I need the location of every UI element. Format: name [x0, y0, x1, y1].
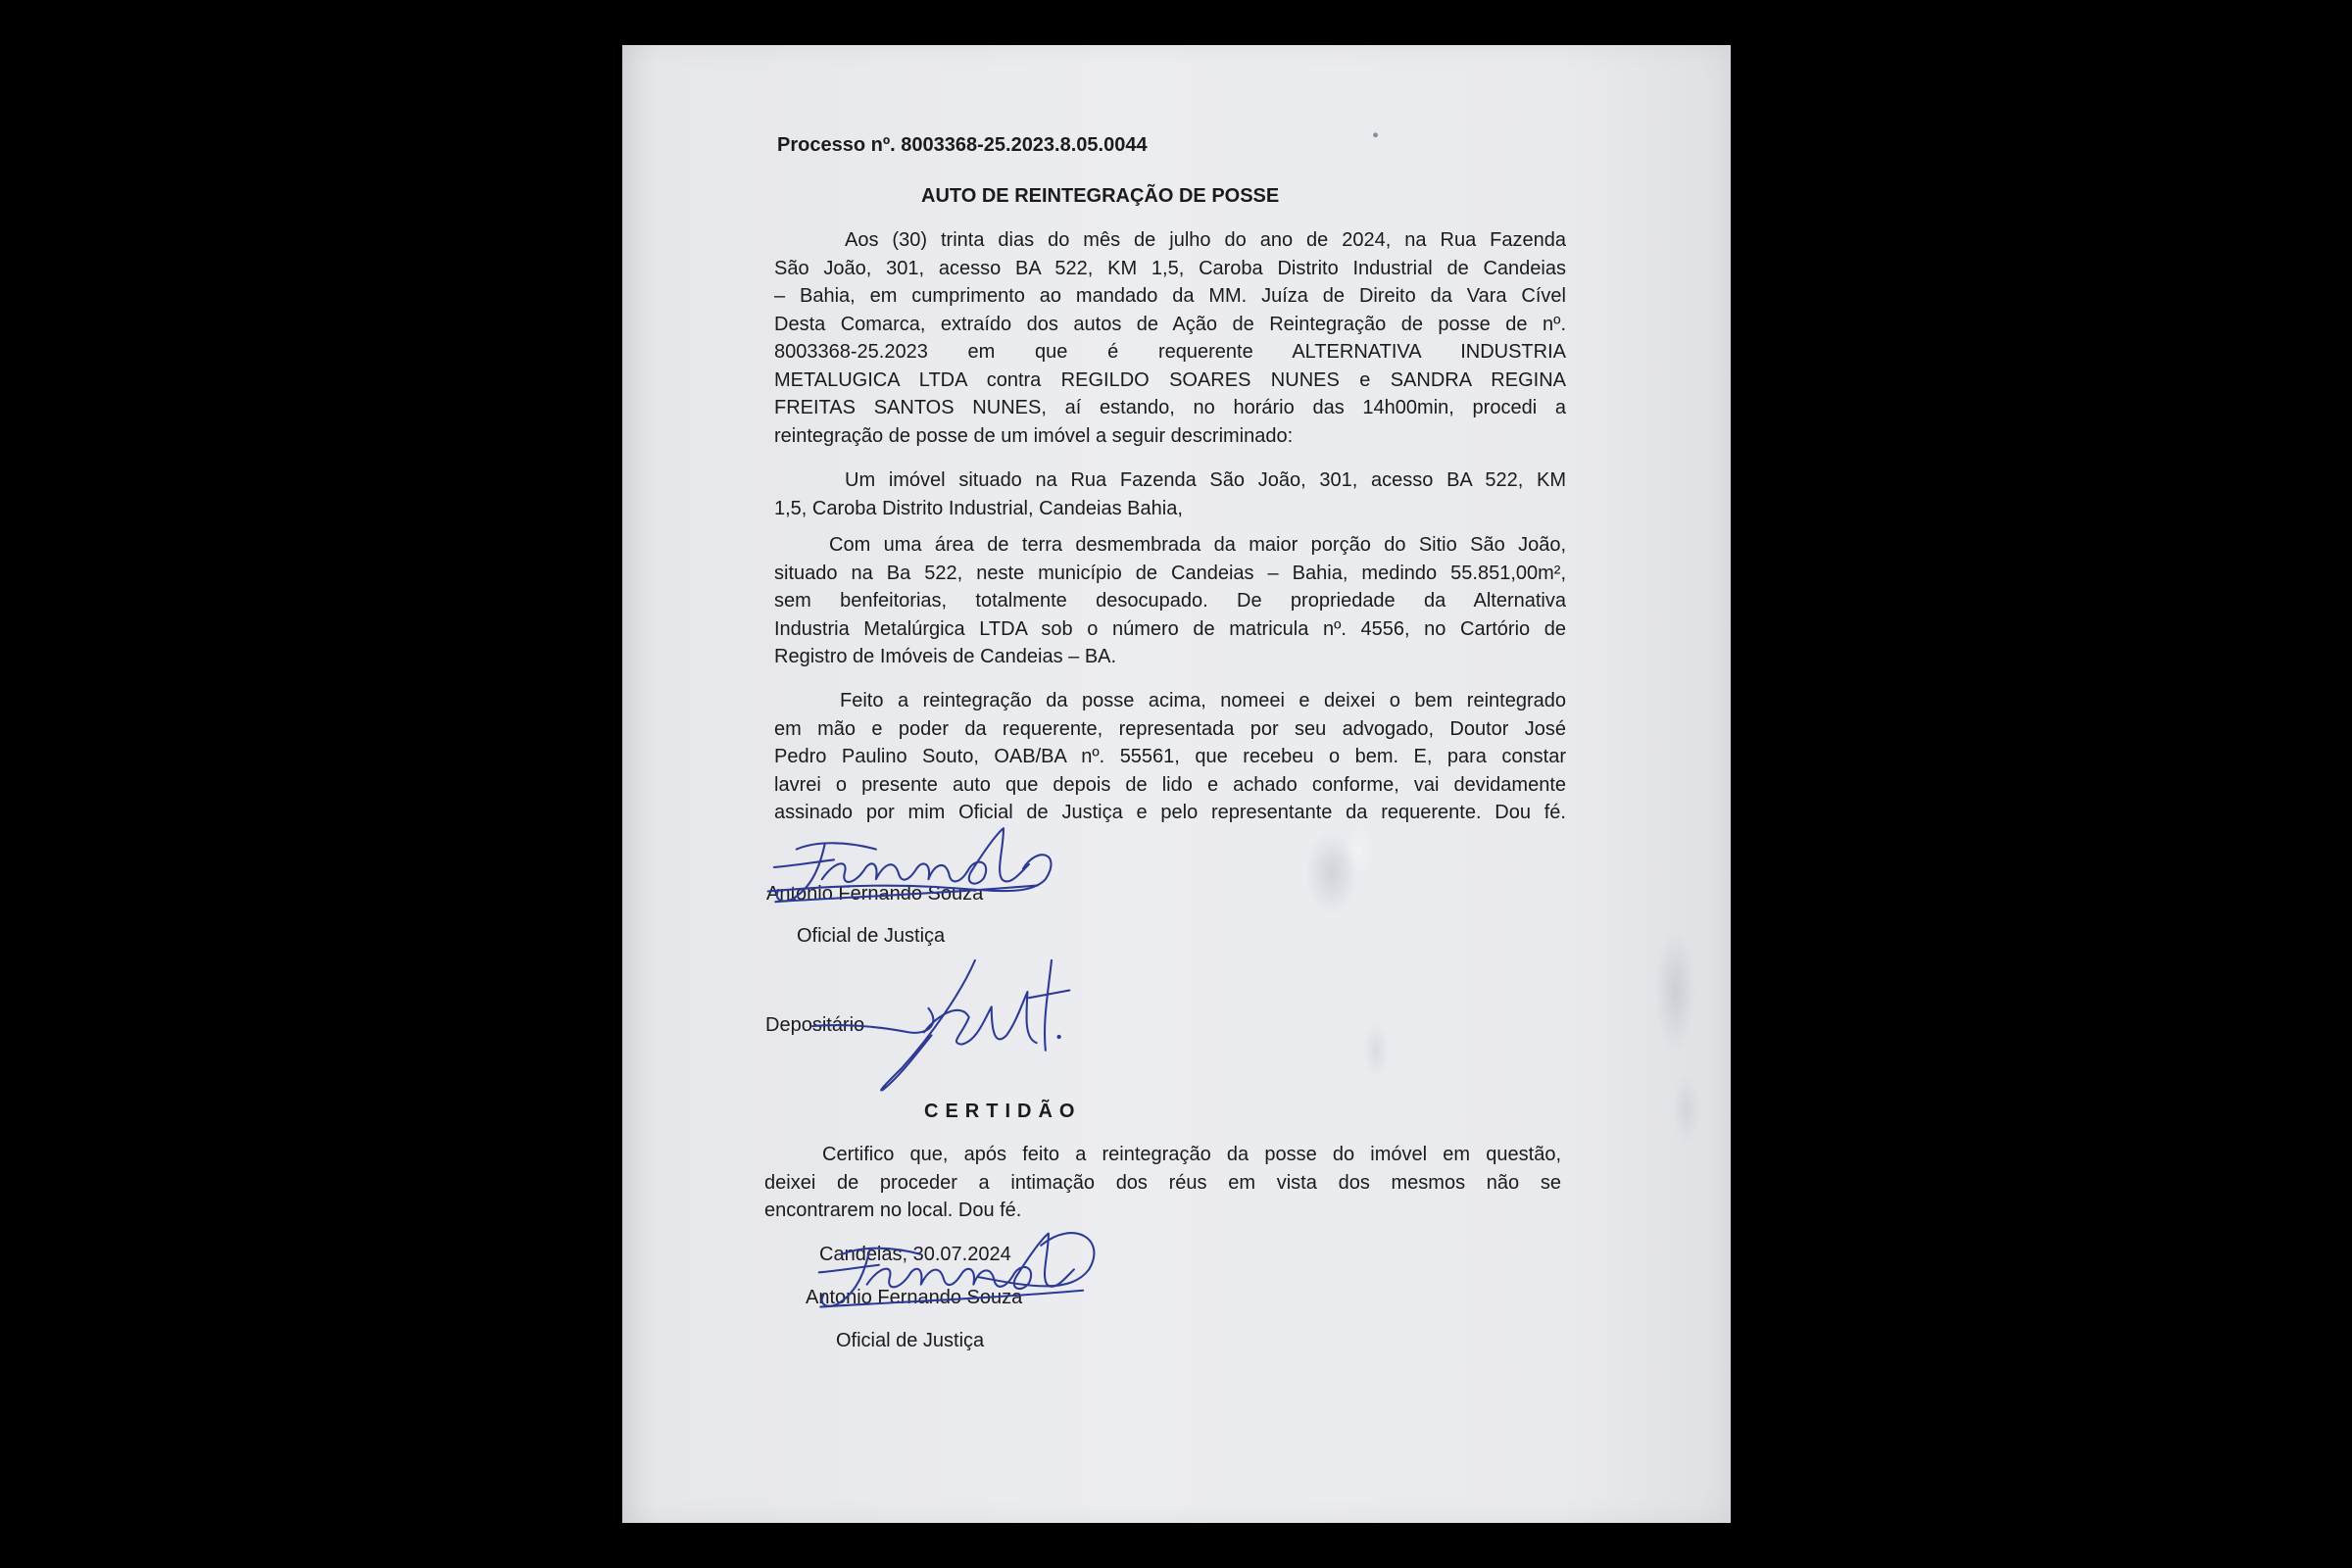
- document-title: AUTO DE REINTEGRAÇÃO DE POSSE: [921, 185, 1280, 207]
- process-number: Processo nº. 8003368-25.2023.8.05.0044: [777, 134, 1148, 156]
- paragraph-line: Certifico que, após feito a reintegração da posse do imóvel em questão,: [822, 1144, 1561, 1165]
- paragraph-line: – Bahia, em cumprimento ao mandado da MM. Juíza de Direito da Vara Cível: [774, 285, 1566, 307]
- paragraph-line: em mão e poder da requerente, representada por seu advogado, Doutor José: [774, 717, 1566, 740]
- paragraph-line: assinado por mim Oficial de Justiça e pelo representante da requerente. Dou fé.: [774, 802, 1566, 823]
- depositary-label: Depositário: [765, 1014, 865, 1036]
- certificate-title: CERTIDÃO: [924, 1101, 1082, 1122]
- paragraph-line: sem benfeitorias, totalmente desocupado. De propriedade da Alternativa: [774, 590, 1566, 612]
- paragraph-4: [774, 687, 1566, 827]
- paragraph-line: Industria Metalúrgica LTDA sob o número de matricula nº. 4556, no Cartório de: [774, 617, 1566, 640]
- officer-role: Oficial de Justiça: [797, 925, 946, 947]
- officer-name: Antonio Fernando Souza: [766, 883, 984, 905]
- paragraph-line: 8003368-25.2023 em que é requerente ALTERNATIVA INDUSTRIA: [774, 341, 1566, 363]
- paragraph-line: Feito a reintegração da posse acima, nomeei e deixei o bem reintegrado: [840, 690, 1566, 711]
- paragraph-line: encontrarem no local. Dou fé.: [764, 1200, 1022, 1221]
- paragraph-line: FREITAS SANTOS NUNES, aí estando, no horário das 14h00min, procedi a: [774, 397, 1566, 418]
- paragraph-line: situado na Ba 522, neste município de Candeias – Bahia, medindo 55.851,00m²,: [774, 562, 1566, 584]
- paragraph-line: METALUGICA LTDA contra REGILDO SOARES NUNES e SANDRA REGINA: [774, 368, 1566, 391]
- paragraph-line: Registro de Imóveis de Candeias – BA.: [774, 646, 1117, 667]
- paragraph-line: São João, 301, acesso BA 522, KM 1,5, Caroba Distrito Industrial de Candeias: [774, 257, 1566, 279]
- certificate-officer-name: Antonio Fernando Souza: [806, 1287, 1023, 1308]
- paragraph-line: lavrei o presente auto que depois de lido e achado conforme, vai devidamente: [774, 773, 1566, 796]
- paragraph-line: Pedro Paulino Souto, OAB/BA nº. 55561, que recebeu o bem. E, para constar: [774, 746, 1566, 767]
- certificate-place-date: Candeias, 30.07.2024: [819, 1244, 1011, 1265]
- paragraph-line: Com uma área de terra desmembrada da maior porção do Sitio São João,: [829, 534, 1566, 556]
- paragraph-line: Aos (30) trinta dias do mês de julho do ano de 2024, na Rua Fazenda: [845, 229, 1566, 251]
- paragraph-line: Desta Comarca, extraído dos autos de Ação de Reintegração de posse de nº.: [774, 313, 1566, 335]
- paragraph-line: 1,5, Caroba Distrito Industrial, Candeias Bahia,: [774, 497, 1183, 519]
- paragraph-2: [774, 466, 1566, 522]
- paragraph-line: reintegração de posse de um imóvel a seguir descriminado:: [774, 424, 1294, 447]
- paper-sheet: [622, 45, 1731, 1523]
- certificate-paragraph: [764, 1141, 1561, 1225]
- paragraph-line: Um imóvel situado na Rua Fazenda São João, 301, acesso BA 522, KM: [845, 469, 1566, 491]
- paragraph-1: [774, 226, 1566, 450]
- certificate-officer-role: Oficial de Justiça: [836, 1330, 985, 1351]
- paragraph-line: deixei de proceder a intimação dos réus em vista dos mesmos não se: [764, 1171, 1561, 1194]
- paragraph-3: [774, 531, 1566, 671]
